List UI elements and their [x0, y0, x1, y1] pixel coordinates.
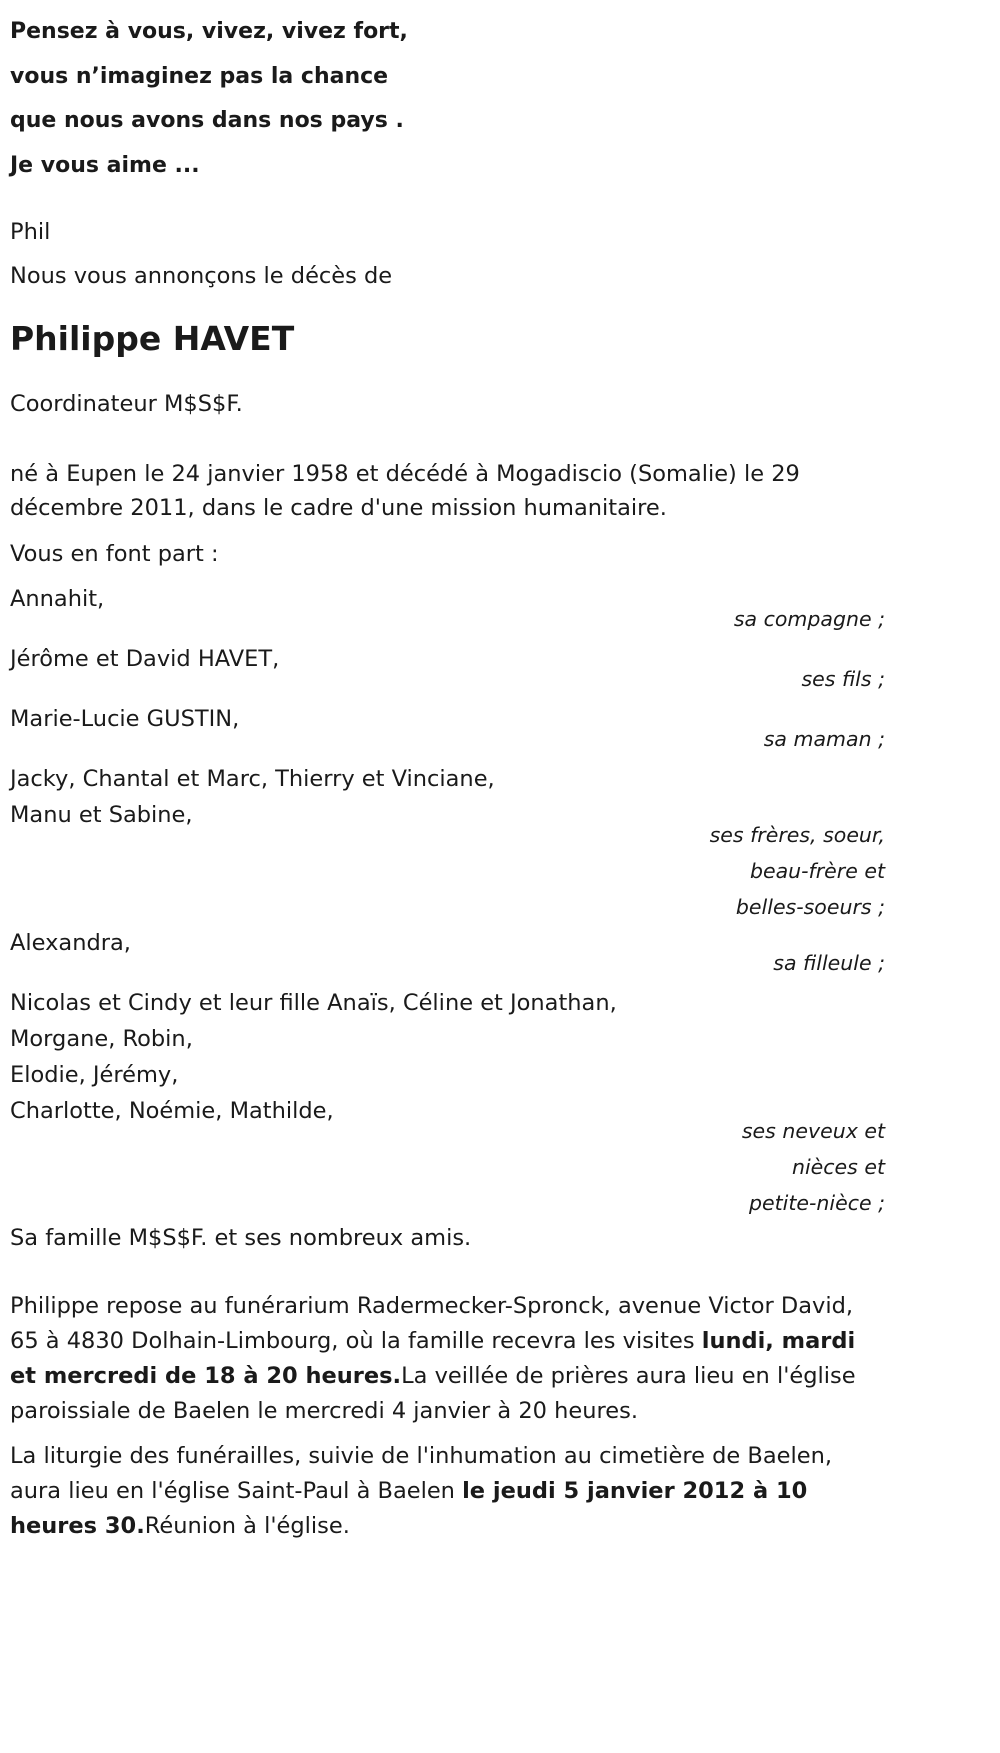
family-entry	[10, 701, 885, 757]
funeral-paragraph: La liturgie des funérailles, suivie de l'inhumation au cimetière de Baelen, aura lieu en l'église Saint-Paul à Baelen le jeudi 5 janvier 2012 à 10 heures 30.Réunion à l'église.	[10, 1443, 832, 1539]
poem-line-2: vous n’imaginez pas la chance	[10, 63, 389, 89]
family-relation: sa compagne ;	[733, 607, 885, 631]
part-intro: Vous en font part :	[10, 541, 219, 567]
family-relation: ses fils ;	[801, 667, 885, 691]
family-entry	[10, 985, 885, 1221]
family-entry	[10, 581, 885, 637]
family-names: Alexandra,	[10, 930, 131, 956]
obituary-page	[10, 0, 885, 1544]
family-entry	[10, 925, 885, 981]
family-relation: sa maman ;	[763, 727, 885, 751]
family-entry	[10, 641, 885, 697]
family-names: Morgane, Robin,	[10, 1026, 193, 1052]
family-names: Annahit,	[10, 586, 105, 612]
funeral-date: le jeudi 5 janvier 2012 à 10 heures 30.	[10, 1478, 808, 1539]
deceased-name: Philippe HAVET	[10, 319, 295, 358]
family-relation: ses frères, soeur, beau-frère et belles-soeurs ;	[709, 823, 885, 919]
signature: Phil	[10, 219, 51, 245]
poem-line-1: Pensez à vous, vivez, vivez fort,	[10, 19, 408, 44]
family-relation: ses neveux et nièces et petite-nièce ;	[741, 1119, 885, 1215]
poem-line-3: que nous avons dans nos pays .	[10, 108, 404, 133]
family-names: Marie-Lucie GUSTIN,	[10, 706, 240, 732]
family-names: Elodie, Jérémy,	[10, 1062, 179, 1088]
family-relation: sa filleule ;	[773, 951, 885, 975]
family-entry	[10, 761, 885, 925]
family-names: Jacky, Chantal et Marc, Thierry et Vinciane,	[10, 766, 495, 792]
family-list	[10, 581, 885, 1221]
poem	[10, 10, 885, 188]
deceased-role: Coordinateur M$S$F.	[10, 391, 243, 417]
intro-text: Nous vous annonçons le décès de	[10, 263, 393, 289]
visit-hours: lundi, mardi et mercredi de 18 à 20 heures.	[10, 1328, 856, 1389]
family-names: Nicolas et Cindy et leur fille Anaïs, Céline et Jonathan,	[10, 990, 617, 1016]
poem-line-4: Je vous aime ...	[10, 152, 200, 178]
visit-paragraph: Philippe repose au funérarium Radermecker-Spronck, avenue Victor David, 65 à 4830 Dolhain-Limbourg, où la famille recevra les visites lundi, mardi et mercredi de 18 à 20 heures.La veillée de prières aura lieu en l'église paroissiale de Baelen le mercredi 4 janvier à 20 heures.	[10, 1293, 856, 1424]
family-names: Jérôme et David HAVET,	[10, 646, 280, 672]
family-names: Manu et Sabine,	[10, 802, 193, 828]
family-names: Charlotte, Noémie, Mathilde,	[10, 1098, 334, 1124]
birth-death-text: né à Eupen le 24 janvier 1958 et décédé à Mogadiscio (Somalie) le 29 décembre 2011, dans le cadre d'une mission humanitaire.	[10, 461, 800, 521]
family-closing: Sa famille M$S$F. et ses nombreux amis.	[10, 1225, 472, 1251]
